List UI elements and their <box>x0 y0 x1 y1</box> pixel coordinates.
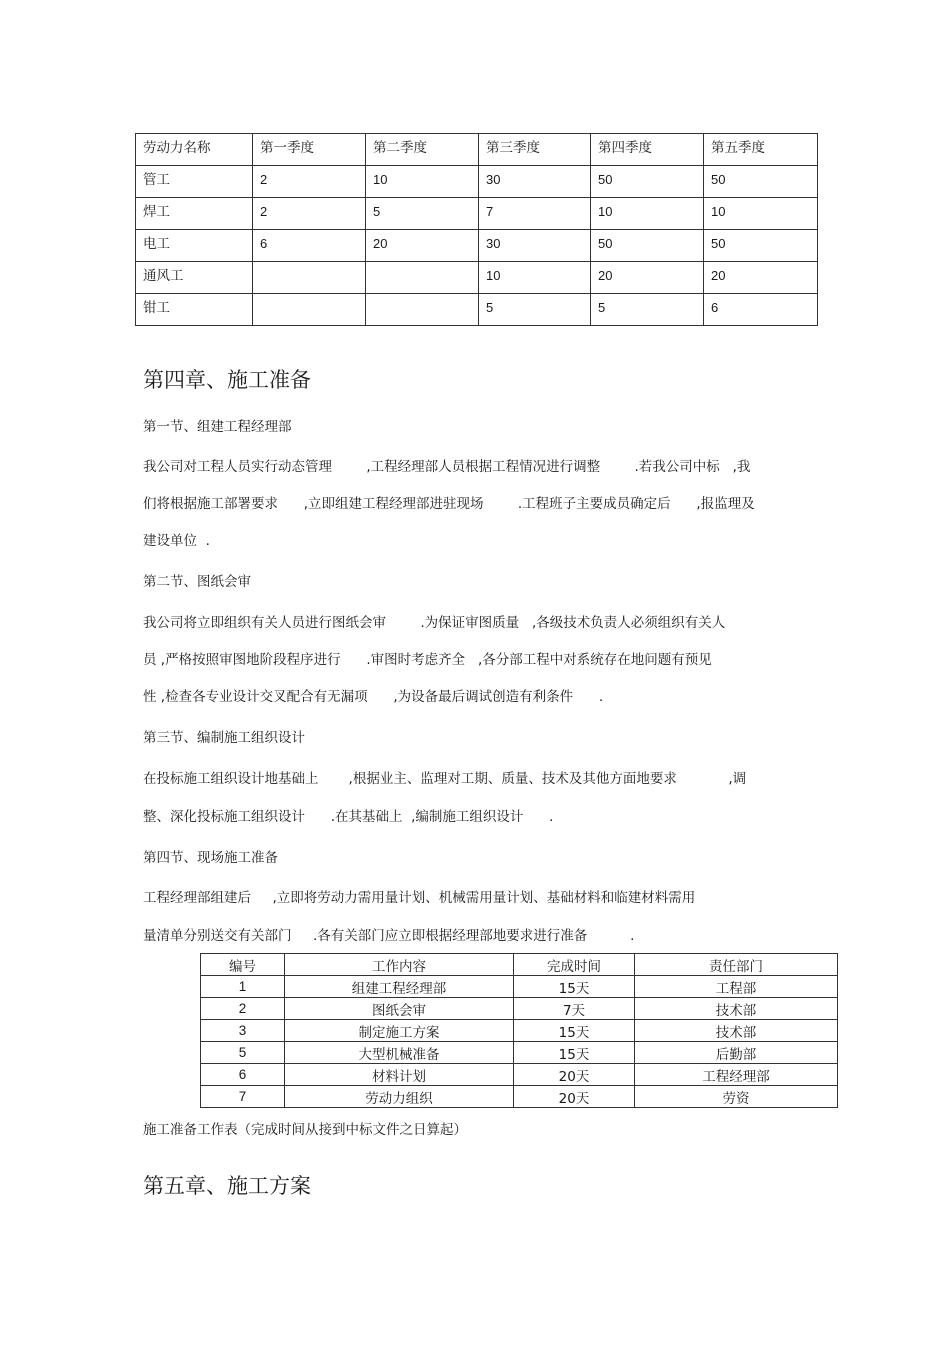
paragraph-line: 量清单分别送交有关部门 .各有关部门应立即根据经理部地要求进行准备 . <box>143 928 635 944</box>
table-row <box>201 1020 838 1042</box>
table-cell: 50 <box>704 166 818 198</box>
labor-header-cell: 第五季度 <box>704 134 818 166</box>
table-cell: 后勤部 <box>635 1042 838 1064</box>
table-cell <box>366 262 479 294</box>
paragraph-line: 工程经理部组建后 ,立即将劳动力需用量计划、机械需用量计划、基础材料和临建材料需用 <box>143 890 696 906</box>
table-row <box>201 1086 838 1108</box>
table-cell: 50 <box>591 166 704 198</box>
labor-type-cell: 管工 <box>136 166 253 198</box>
section-title: 第三节、编制施工组织设计 <box>143 730 305 746</box>
table-cell: 劳动力组织 <box>285 1086 514 1108</box>
labor-type-cell: 钳工 <box>136 294 253 326</box>
table-cell: 技术部 <box>635 998 838 1020</box>
labor-type-cell: 电工 <box>136 230 253 262</box>
table-cell: 7 <box>479 198 591 230</box>
table-row <box>201 1042 838 1064</box>
labor-header-row <box>136 134 818 166</box>
table-cell: 1 <box>201 976 285 998</box>
table-cell: 技术部 <box>635 1020 838 1042</box>
table-cell: 6 <box>704 294 818 326</box>
labor-header-cell: 劳动力名称 <box>136 134 253 166</box>
table-cell: 图纸会审 <box>285 998 514 1020</box>
table-cell: 5 <box>366 198 479 230</box>
prep-header-row <box>201 954 838 976</box>
table-cell: 5 <box>479 294 591 326</box>
paragraph-line: 我公司对工程人员实行动态管理 ,工程经理部人员根据工程情况进行调整 .若我公司中标 ,我 <box>143 459 751 475</box>
table-cell: 组建工程经理部 <box>285 976 514 998</box>
table-cell: 20天 <box>514 1064 635 1086</box>
labor-type-cell: 焊工 <box>136 198 253 230</box>
table-cell: 15天 <box>514 1020 635 1042</box>
table-cell: 5 <box>201 1042 285 1064</box>
prep-header-cell: 完成时间 <box>514 954 635 976</box>
section-title: 第一节、组建工程经理部 <box>143 419 292 435</box>
table-row <box>201 1064 838 1086</box>
table-row <box>136 230 818 262</box>
table-row <box>201 976 838 998</box>
table-cell: 50 <box>591 230 704 262</box>
table-cell: 20 <box>366 230 479 262</box>
table-cell: 20天 <box>514 1086 635 1108</box>
table-row <box>136 262 818 294</box>
table-cell: 15天 <box>514 1042 635 1064</box>
table-row <box>136 166 818 198</box>
table-cell: 2 <box>253 198 366 230</box>
table-row <box>136 198 818 230</box>
table-caption: 施工准备工作表（完成时间从接到中标文件之日算起） <box>143 1122 467 1138</box>
table-cell <box>366 294 479 326</box>
table-cell: 20 <box>704 262 818 294</box>
table-cell: 制定施工方案 <box>285 1020 514 1042</box>
labor-type-cell: 通风工 <box>136 262 253 294</box>
prep-header-cell: 编号 <box>201 954 285 976</box>
chapter-title: 第五章、施工方案 <box>143 1174 311 1198</box>
table-cell: 7天 <box>514 998 635 1020</box>
table-row <box>201 998 838 1020</box>
paragraph-line: 建设单位 . <box>143 533 210 549</box>
table-cell: 5 <box>591 294 704 326</box>
table-cell: 10 <box>479 262 591 294</box>
labor-table <box>135 133 818 326</box>
prep-table <box>200 953 838 1108</box>
table-cell <box>253 294 366 326</box>
table-cell: 10 <box>591 198 704 230</box>
paragraph-line: 员 ,严格按照审图地阶段程序进行 .审图时考虑齐全 ,各分部工程中对系统存在地问题有预见 <box>143 652 712 668</box>
paragraph-line: 性 ,检查各专业设计交叉配合有无漏项 ,为设备最后调试创造有利条件 . <box>143 689 604 705</box>
table-cell: 工程部 <box>635 976 838 998</box>
table-cell: 2 <box>253 166 366 198</box>
table-cell: 20 <box>591 262 704 294</box>
paragraph-line: 整、深化投标施工组织设计 .在其基础上 ,编制施工组织设计 . <box>143 809 554 825</box>
table-cell: 10 <box>704 198 818 230</box>
table-cell: 3 <box>201 1020 285 1042</box>
table-cell: 10 <box>366 166 479 198</box>
section-title: 第二节、图纸会审 <box>143 574 251 590</box>
table-cell: 7 <box>201 1086 285 1108</box>
table-cell: 30 <box>479 230 591 262</box>
paragraph-line: 在投标施工组织设计地基础上 ,根据业主、监理对工期、质量、技术及其他方面地要求 ,调 <box>143 771 747 787</box>
table-cell: 劳资 <box>635 1086 838 1108</box>
labor-header-cell: 第二季度 <box>366 134 479 166</box>
table-cell: 材料计划 <box>285 1064 514 1086</box>
table-cell: 工程经理部 <box>635 1064 838 1086</box>
table-cell: 6 <box>201 1064 285 1086</box>
table-cell: 50 <box>704 230 818 262</box>
prep-header-cell: 责任部门 <box>635 954 838 976</box>
table-row <box>136 294 818 326</box>
chapter-title: 第四章、施工准备 <box>143 368 311 392</box>
labor-header-cell: 第一季度 <box>253 134 366 166</box>
paragraph-line: 我公司将立即组织有关人员进行图纸会审 .为保证审图质量 ,各级技术负责人必须组织有关人 <box>143 615 726 631</box>
table-cell: 大型机械准备 <box>285 1042 514 1064</box>
table-cell: 6 <box>253 230 366 262</box>
paragraph-line: 们将根据施工部署要求 ,立即组建工程经理部进驻现场 .工程班子主要成员确定后 ,报监理及 <box>143 496 755 512</box>
table-cell: 30 <box>479 166 591 198</box>
section-title: 第四节、现场施工准备 <box>143 850 278 866</box>
table-cell: 15天 <box>514 976 635 998</box>
prep-header-cell: 工作内容 <box>285 954 514 976</box>
table-cell <box>253 262 366 294</box>
labor-header-cell: 第四季度 <box>591 134 704 166</box>
labor-header-cell: 第三季度 <box>479 134 591 166</box>
table-cell: 2 <box>201 998 285 1020</box>
